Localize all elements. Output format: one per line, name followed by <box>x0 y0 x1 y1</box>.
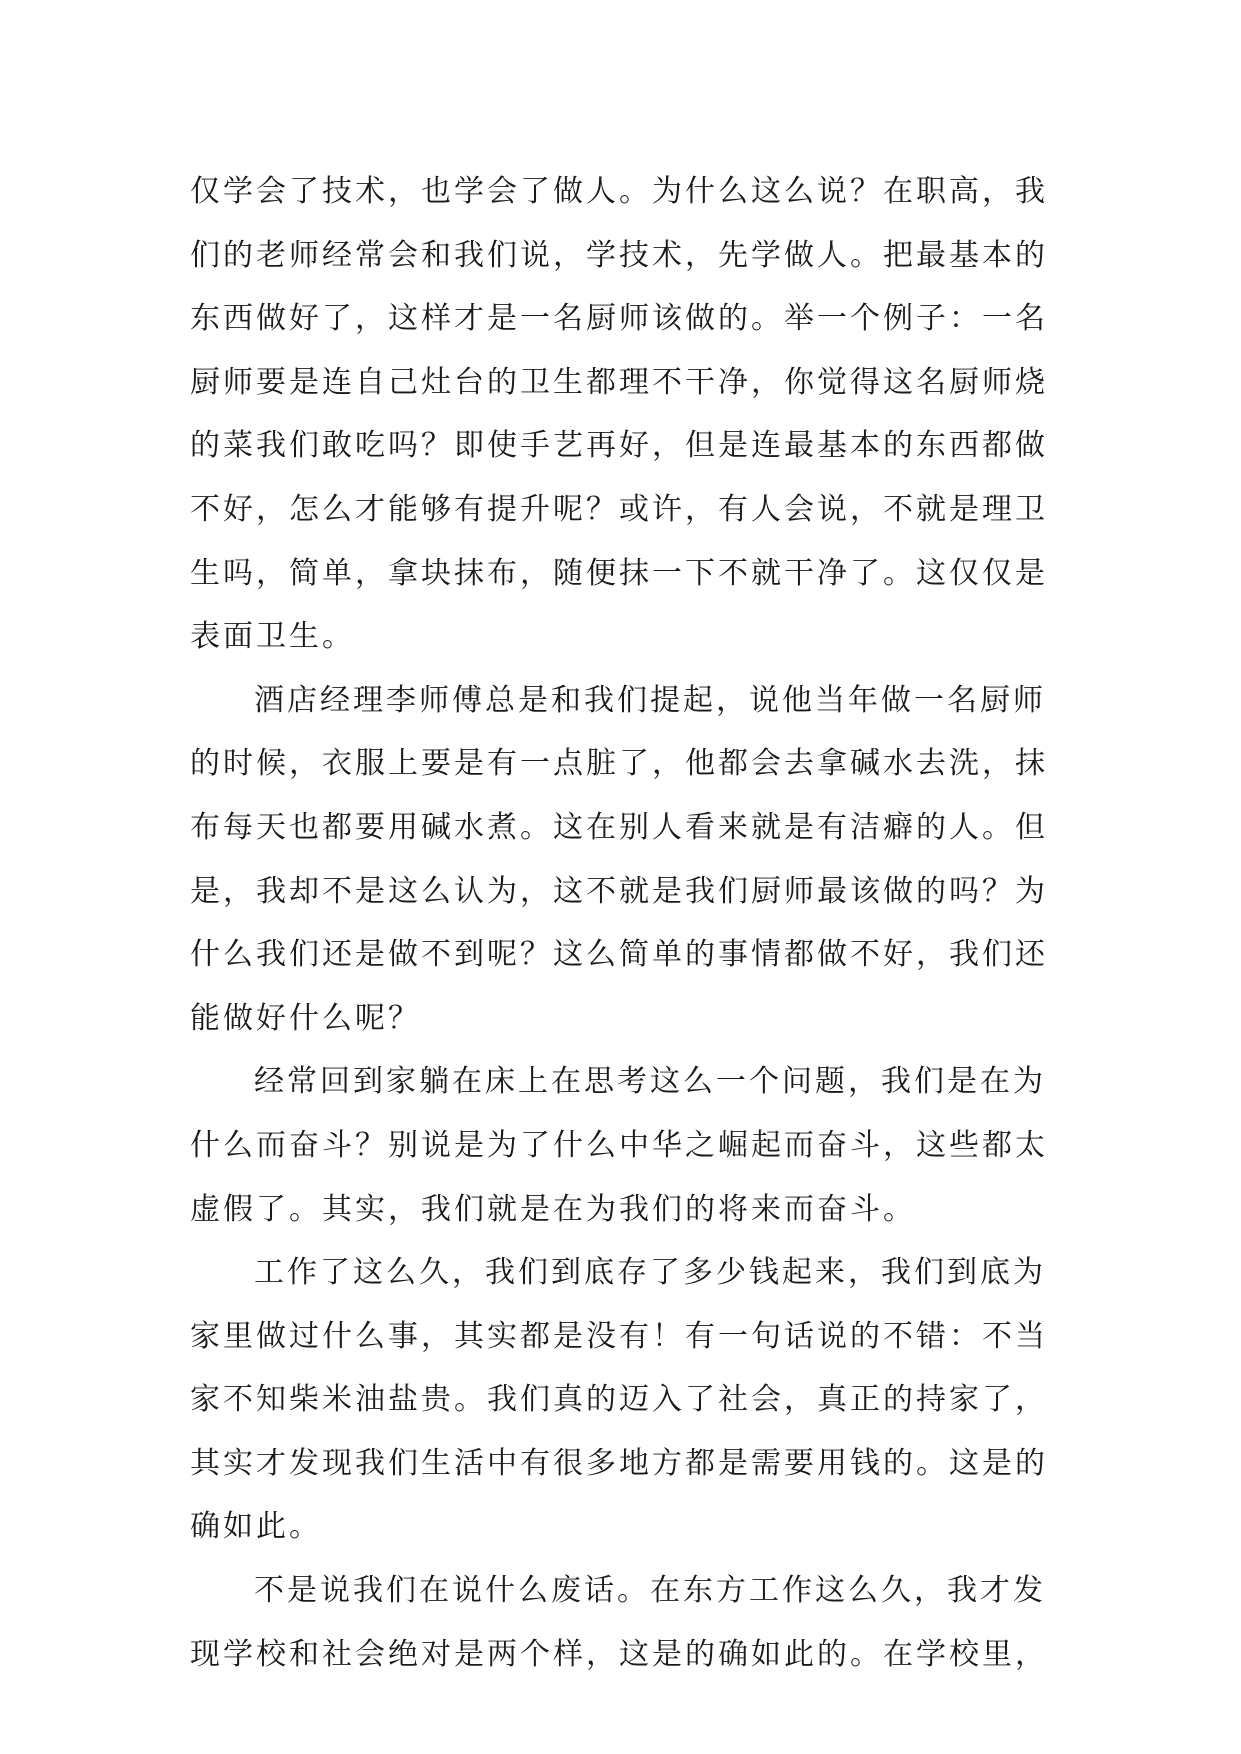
text-line: 仅学会了技术，也学会了做人。为什么这么说？在职高，我 <box>190 174 1048 209</box>
text-line: 家里做过什么事，其实都是没有！有一句话说的不错：不当 <box>190 1318 1048 1354</box>
paragraph-first-line: 工作了这么久，我们到底存了多少钱起来，我们到底为 <box>254 1255 1046 1291</box>
text-line: 的时候，衣服上要是有一点脏了，他都会去拿碱水去洗，抹 <box>190 746 1048 782</box>
text-line: 们的老师经常会和我们说，学技术，先学做人。把最基本的 <box>190 237 1048 273</box>
text-line: 什么我们还是做不到呢？这么简单的事情都做不好，我们还 <box>190 937 1048 973</box>
text-line: 东西做好了，这样才是一名厨师该做的。举一个例子：一名 <box>190 301 1048 337</box>
text-line: 是，我却不是这么认为，这不就是我们厨师最该做的吗？为 <box>190 873 1048 909</box>
text-line: 现学校和社会绝对是两个样，这是的确如此的。在学校里， <box>190 1636 1048 1672</box>
paragraph-first-line: 经常回到家躺在床上在思考这么一个问题，我们是在为 <box>254 1064 1046 1100</box>
paragraph-first-line: 不是说我们在说什么废话。在东方工作这么久，我才发 <box>254 1573 1046 1609</box>
text-line: 能做好什么呢？ <box>190 1000 421 1036</box>
text-line: 确如此。 <box>190 1509 322 1545</box>
text-line: 表面卫生。 <box>190 619 355 655</box>
text-line: 虚假了。其实，我们就是在为我们的将来而奋斗。 <box>190 1191 916 1227</box>
text-line: 什么而奋斗？别说是为了什么中华之崛起而奋斗，这些都太 <box>190 1127 1048 1163</box>
text-line: 厨师要是连自己灶台的卫生都理不干净，你觉得这名厨师烧 <box>190 364 1048 400</box>
text-line: 其实才发现我们生活中有很多地方都是需要用钱的。这是的 <box>190 1445 1048 1481</box>
text-line: 不好，怎么才能够有提升呢？或许，有人会说，不就是理卫 <box>190 491 1048 527</box>
text-line: 的菜我们敢吃吗？即使手艺再好，但是连最基本的东西都做 <box>190 428 1048 464</box>
text-line: 家不知柴米油盐贵。我们真的迈入了社会，真正的持家了， <box>190 1382 1048 1418</box>
text-line: 生吗，简单，拿块抹布，随便抹一下不就干净了。这仅仅是 <box>190 555 1048 591</box>
text-line: 布每天也都要用碱水煮。这在别人看来就是有洁癖的人。但 <box>190 809 1048 845</box>
paragraph-first-line: 酒店经理李师傅总是和我们提起，说他当年做一名厨师 <box>254 682 1046 718</box>
body-text <box>190 160 1050 1686</box>
